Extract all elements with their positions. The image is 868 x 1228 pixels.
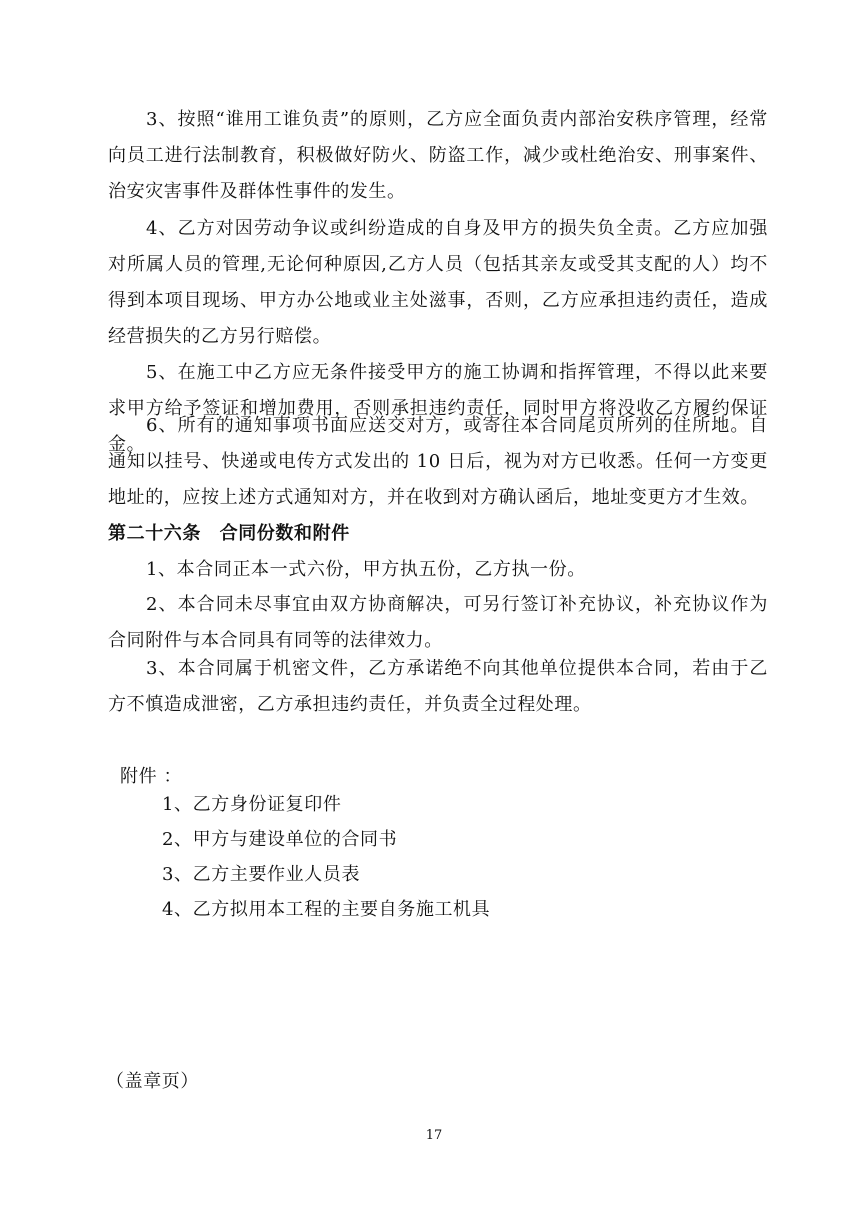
article-26-item-1: 1、本合同正本一式六份，甲方执五份，乙方执一份。 [146, 559, 586, 580]
article-26-heading: 第二十六条 合同份数和附件 [108, 523, 350, 544]
attachment-item-4: 4、乙方拟用本工程的主要自务施工机具 [162, 899, 491, 920]
attachment-item-2: 2、甲方与建设单位的合同书 [162, 829, 398, 850]
clause-6-paragraph: 6、所有的通知事项书面应送交对方，或寄往本合同尾页所列的住所地。自通知以挂号、快递或电传方式发出的 10 日后，视为对方已收悉。任何一方变更地址的，应按上述方式通知对方，并在收到对方确认函后，地址变更方才生效。 [108, 415, 768, 508]
page-number: 17 [425, 1128, 443, 1143]
clause-3-paragraph: 3、按照“谁用工谁负责”的原则，乙方应全面负责内部治安秩序管理，经常向员工进行法制教育，积极做好防火、防盗工作，减少或杜绝治安、刑事案件、治安灾害事件及群体性事件的发生。 [108, 109, 768, 202]
attachments-label: 附件 ： [120, 766, 183, 787]
article-26-item-2: 2、本合同未尽事宜由双方协商解决，可另行签订补充协议，补充协议作为合同附件与本合同具有同等的法律效力。 [108, 594, 768, 651]
article-26-item-3: 3、本合同属于机密文件，乙方承诺绝不向其他单位提供本合同，若由于乙方不慎造成泄密，乙方承担违约责任，并负责全过程处理。 [108, 658, 768, 715]
clause-4-paragraph: 4、乙方对因劳动争议或纠纷造成的自身及甲方的损失负全责。乙方应加强对所属人员的管理,无论何种原因,乙方人员（包括其亲友或受其支配的人）均不得到本项目现场、甲方办公地或业主处滋事，否则，乙方应承担违约责任，造成经营损失的乙方另行赔偿。 [108, 218, 768, 347]
attachment-item-3: 3、乙方主要作业人员表 [162, 864, 361, 885]
attachment-item-1: 1、乙方身份证复印件 [162, 794, 342, 815]
seal-page-note: （盖章页） [106, 1071, 199, 1092]
clause-5-paragraph: 5、在施工中乙方应无条件接受甲方的施工协调和指挥管理，不得以此来要求甲方给予签证和增加费用，否则承担违约责任，同时甲方将没收乙方履约保证金。 [108, 362, 768, 455]
